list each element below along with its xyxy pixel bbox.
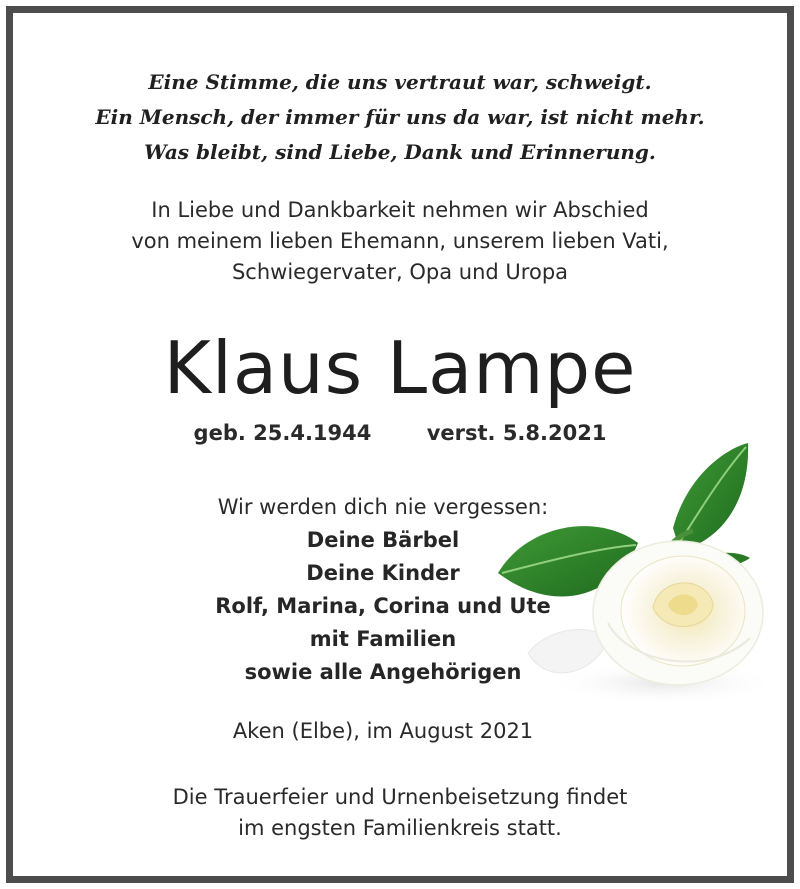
farewell-intro xyxy=(13,195,787,288)
service-line: im engsten Familienkreis statt. xyxy=(238,816,562,840)
signature-line: Deine Bärbel xyxy=(306,528,460,552)
obituary-content xyxy=(13,13,787,876)
memorial-poem xyxy=(13,65,787,170)
place-and-date: Aken (Elbe), im August 2021 xyxy=(232,719,534,743)
deceased-name: Klaus Lampe xyxy=(163,326,637,410)
poem-line: Was bleibt, sind Liebe, Dank und Erinnerung. xyxy=(144,140,656,164)
signature-line: Rolf, Marina, Corina und Ute xyxy=(215,594,551,618)
intro-line: Schwiegervater, Opa und Uropa xyxy=(231,260,569,284)
poem-line: Ein Mensch, der immer für uns da war, ist nicht mehr. xyxy=(95,105,705,129)
signature-line: mit Familien xyxy=(309,627,457,651)
service-line: Die Trauerfeier und Urnenbeisetzung findet xyxy=(172,785,628,809)
signatures xyxy=(93,524,673,689)
death-date: verst. 5.8.2021 xyxy=(426,421,607,445)
intro-line: von meinem lieben Ehemann, unserem lieben Vati, xyxy=(131,229,669,253)
intro-line: In Liebe und Dankbarkeit nehmen wir Abschied xyxy=(151,198,649,222)
poem-line: Eine Stimme, die uns vertraut war, schweigt. xyxy=(148,70,652,94)
signature-line: Deine Kinder xyxy=(306,561,460,585)
closing-sentence: Wir werden dich nie vergessen: xyxy=(217,495,549,519)
service-notice xyxy=(13,782,787,844)
signature-line: sowie alle Angehörigen xyxy=(244,660,522,684)
birth-date: geb. 25.4.1944 xyxy=(193,421,372,445)
obituary-frame xyxy=(6,6,794,883)
